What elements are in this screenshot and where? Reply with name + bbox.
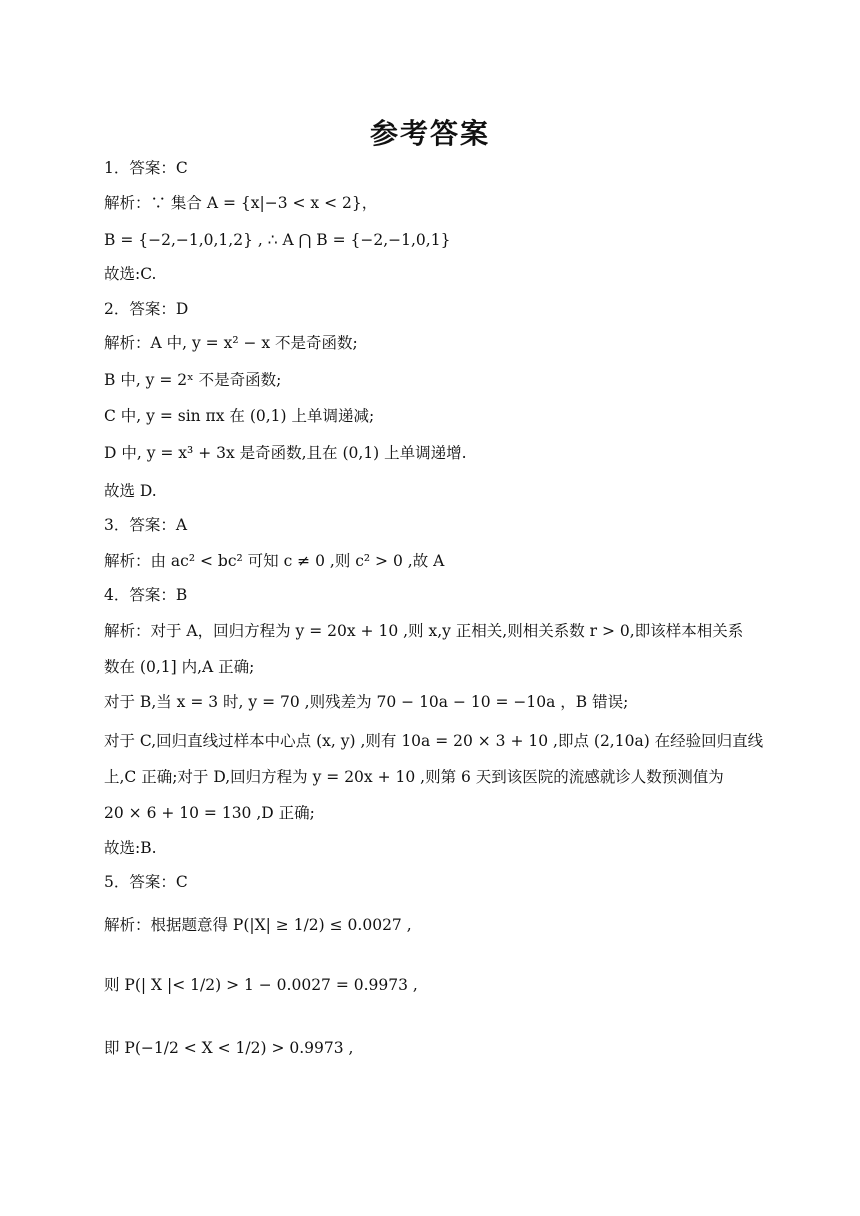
answer-line: 4．答案：B: [104, 586, 188, 604]
answer-line: 上,C 正确;对于 D,回归方程为 y = 20x + 10 ,则第 6 天到该医院的流感就诊人数预测值为: [104, 768, 724, 786]
answer-line: 解析：根据题意得 P(|X| ≥ 1/2) ≤ 0.0027 ,: [104, 916, 412, 934]
answer-line: B 中, y = 2ˣ 不是奇函数;: [104, 371, 282, 389]
answer-line: 解析：∵ 集合 A = {x|−3 < x < 2}，: [104, 194, 378, 212]
answer-line: C 中, y = sin πx 在 (0,1) 上单调递减;: [104, 407, 375, 425]
answer-line: 对于 B,当 x = 3 时, y = 70 ,则残差为 70 − 10a − 10 = −10a ，B 错误;: [104, 693, 629, 711]
answer-line: 数在 (0,1] 内,A 正确;: [104, 658, 255, 676]
answer-line: 故选 D.: [104, 482, 157, 500]
answer-line: 5．答案：C: [104, 873, 188, 891]
answer-line: 则 P(| X |< 1/2) > 1 − 0.0027 = 0.9973 ,: [104, 976, 418, 994]
answer-line: 故选:C.: [104, 265, 157, 283]
answer-line: 解析：由 ac² < bc² 可知 c ≠ 0 ,则 c² > 0 ,故 A: [104, 552, 445, 570]
answer-line: D 中, y = x³ + 3x 是奇函数,且在 (0,1) 上单调递增.: [104, 444, 467, 462]
answer-line: 故选:B.: [104, 839, 157, 857]
answer-line: 2．答案：D: [104, 300, 189, 318]
answer-line: 3．答案：A: [104, 516, 188, 534]
answer-line: 即 P(−1/2 < X < 1/2) > 0.9973 ,: [104, 1039, 354, 1057]
answer-line: 解析：对于 A，回归方程为 y = 20x + 10 ,则 x,y 正相关,则相关系数 r > 0,即该样本相关系: [104, 622, 744, 640]
answer-line: B = {−2,−1,0,1,2} , ∴ A ⋂ B = {−2,−1,0,1}: [104, 231, 451, 249]
page-title: 参考答案: [369, 117, 490, 150]
answer-line: 1．答案：C: [104, 159, 188, 177]
answer-line: 对于 C,回归直线过样本中心点 (x, y) ,则有 10a = 20 × 3 + 10 ,即点 (2,10a) 在经验回归直线: [104, 732, 764, 750]
answer-line: 解析：A 中, y = x² − x 不是奇函数;: [104, 334, 358, 352]
answer-line: 20 × 6 + 10 = 130 ,D 正确;: [104, 804, 315, 822]
